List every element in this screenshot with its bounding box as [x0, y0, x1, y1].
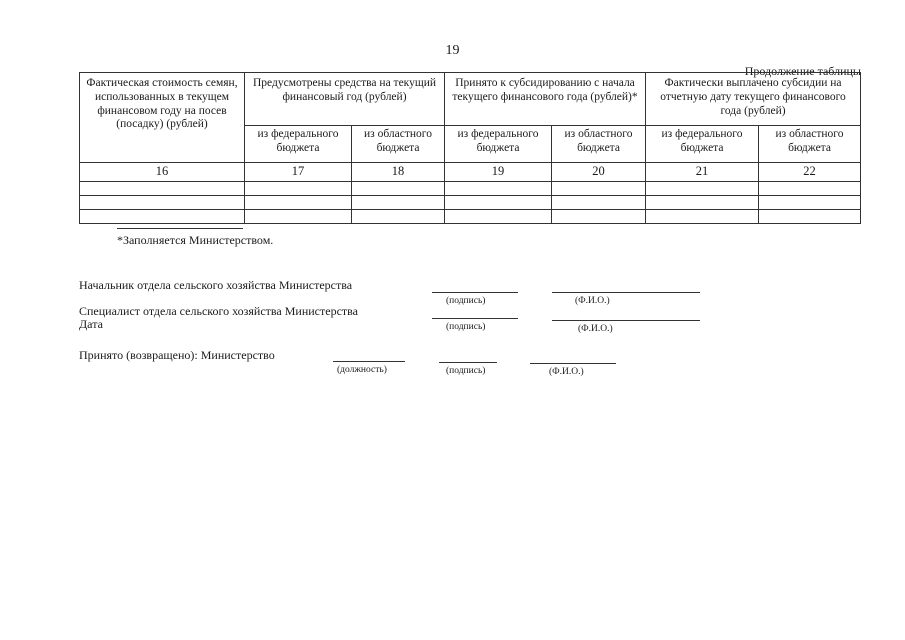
- empty-cell: [646, 196, 759, 210]
- name-caption: (Ф.И.О.): [549, 367, 584, 377]
- column-number: 19: [445, 163, 552, 182]
- name-line: [530, 363, 616, 364]
- empty-cell: [646, 210, 759, 224]
- header-accepted-subsidy: Принято к субсидированию с начала текущего финансового года (рублей)*: [445, 73, 646, 126]
- empty-cell: [646, 182, 759, 196]
- subheader-federal: из федерального бюджета: [245, 126, 352, 163]
- position-caption: (должность): [337, 365, 387, 375]
- empty-cell: [80, 210, 245, 224]
- date-label: Дата: [79, 317, 103, 331]
- column-number: 20: [552, 163, 646, 182]
- column-number: 16: [80, 163, 245, 182]
- column-number: 21: [646, 163, 759, 182]
- continuation-label: Продолжение таблицы: [744, 64, 861, 78]
- name-line: [552, 320, 700, 321]
- header-actually-paid: Фактически выплачено субсидии на отчетную дату текущего финансового года (рублей): [646, 73, 861, 126]
- empty-cell: [552, 182, 646, 196]
- empty-table-row: [80, 196, 861, 210]
- subheader-regional: из областного бюджета: [552, 126, 646, 163]
- empty-table-row: [80, 182, 861, 196]
- head-of-department-label: Начальник отдела сельского хозяйства Министерства: [79, 278, 353, 292]
- empty-cell: [80, 182, 245, 196]
- empty-table-row: [80, 210, 861, 224]
- empty-cell: [352, 210, 445, 224]
- empty-cell: [552, 210, 646, 224]
- footnote-rule: [117, 228, 243, 229]
- subheader-federal: из федерального бюджета: [646, 126, 759, 163]
- signature-caption: (подпись): [446, 366, 486, 376]
- signature-line: [439, 362, 497, 363]
- header-row-top: [80, 73, 861, 126]
- empty-cell: [445, 182, 552, 196]
- column-number: 18: [352, 163, 445, 182]
- column-number: 17: [245, 163, 352, 182]
- specialist-label: Специалист отдела сельского хозяйства Министерства: [79, 304, 358, 318]
- subheader-federal: из федерального бюджета: [445, 126, 552, 163]
- header-funds-planned: Предусмотрены средства на текущий финансовый год (рублей): [245, 73, 445, 126]
- footnote: *Заполняется Министерством.: [117, 233, 274, 247]
- subheader-regional: из областного бюджета: [759, 126, 861, 163]
- header-actual-cost: Фактическая стоимость семян, использованных в текущем финансовом году на посев (посадку) (рублей): [80, 73, 245, 163]
- name-line: [552, 292, 700, 293]
- page-number: 19: [445, 43, 460, 58]
- empty-cell: [445, 196, 552, 210]
- signature-caption: (подпись): [446, 322, 486, 332]
- empty-cell: [759, 210, 861, 224]
- empty-cell: [352, 182, 445, 196]
- signature-caption: (подпись): [446, 296, 486, 306]
- empty-cell: [245, 196, 352, 210]
- subsidy-table: [79, 72, 861, 224]
- empty-cell: [245, 182, 352, 196]
- empty-cell: [245, 210, 352, 224]
- empty-cell: [759, 196, 861, 210]
- empty-cell: [80, 196, 245, 210]
- accepted-returned-label: Принято (возвращено): Министерство: [79, 348, 275, 362]
- column-number-row: [80, 163, 861, 182]
- empty-cell: [445, 210, 552, 224]
- name-caption: (Ф.И.О.): [578, 324, 613, 334]
- column-number: 22: [759, 163, 861, 182]
- signature-line: [432, 318, 518, 319]
- empty-cell: [552, 196, 646, 210]
- position-line: [333, 361, 405, 362]
- empty-cell: [759, 182, 861, 196]
- subheader-regional: из областного бюджета: [352, 126, 445, 163]
- signature-line: [432, 292, 518, 293]
- empty-cell: [352, 196, 445, 210]
- name-caption: (Ф.И.О.): [575, 296, 610, 306]
